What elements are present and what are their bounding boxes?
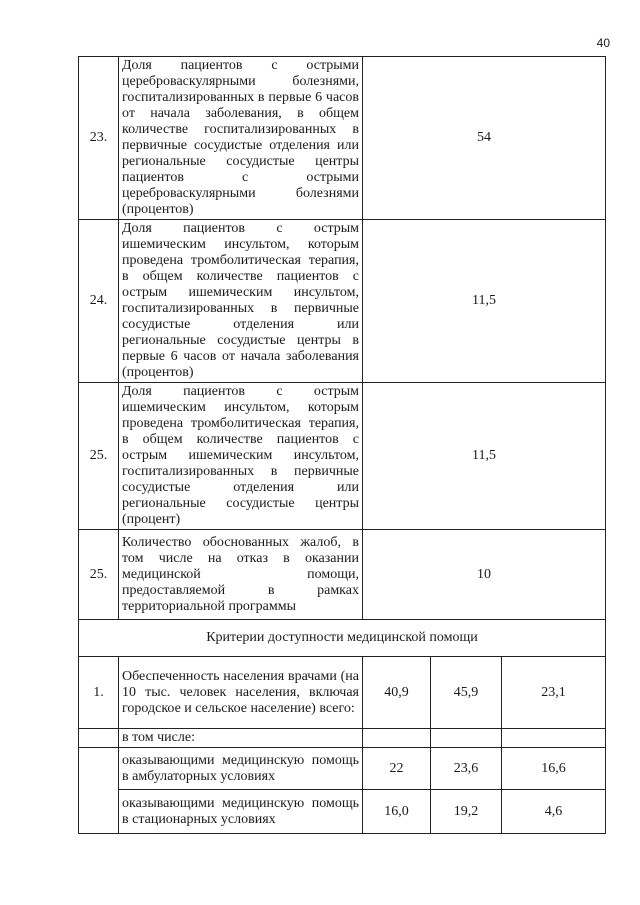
section-title: Критерии доступности медицинской помощи [79, 620, 606, 657]
row-indicator-text: Доля пациентов с острым ишемическим инсультом, которым проведена тромболитическая терапия, в общем количестве пациентов с острым ишемическим инсультом, госпитализированных в первичные сосудистые отделения или региональные сосудистые центры в первые 6 часов от начала заболевания (процентов) [119, 220, 363, 383]
row-value: 23,6 [431, 748, 502, 790]
page-number: 40 [596, 36, 610, 50]
row-number: 24. [79, 220, 119, 383]
row-value: 16,0 [363, 790, 431, 834]
row-value: 10 [363, 530, 606, 620]
row-value: 11,5 [363, 383, 606, 530]
row-value: 16,6 [502, 748, 606, 790]
empty-value-cell [502, 729, 606, 748]
row-indicator-text: Обеспеченность населения врачами (на 10 тыс. человек населения, включая городское и сельское население) всего: [119, 657, 363, 729]
row-number: 1. [79, 657, 119, 729]
row-indicator-text: оказывающими медицинскую помощь в амбулаторных условиях [119, 748, 363, 790]
empty-number-cell [79, 729, 119, 748]
including-label: в том числе: [119, 729, 363, 748]
row-indicator-text: оказывающими медицинскую помощь в стационарных условиях [119, 790, 363, 834]
row-number: 25. [79, 530, 119, 620]
row-value: 4,6 [502, 790, 606, 834]
table-row [79, 57, 606, 220]
table-row [79, 790, 606, 834]
row-value: 45,9 [431, 657, 502, 729]
row-indicator-text: Доля пациентов с острым ишемическим инсультом, которым проведена тромболитическая терапия, в общем количестве пациентов с острым ишемическим инсультом, госпитализированных в первичные сосудистые отделения или региональные сосудистые центры (процент) [119, 383, 363, 530]
indicators-table [78, 56, 606, 834]
row-value: 54 [363, 57, 606, 220]
row-value: 40,9 [363, 657, 431, 729]
table-row [79, 530, 606, 620]
empty-value-cell [431, 729, 502, 748]
row-indicator-text: Количество обоснованных жалоб, в том числе на отказ в оказании медицинской помощи, предоставляемой в рамках территориальной программы [119, 530, 363, 620]
table-row [79, 729, 606, 748]
empty-value-cell [363, 729, 431, 748]
table-row [79, 220, 606, 383]
table-row [79, 383, 606, 530]
row-number: 25. [79, 383, 119, 530]
table-row [79, 748, 606, 790]
row-value: 22 [363, 748, 431, 790]
table-row [79, 657, 606, 729]
empty-number-cell [79, 748, 119, 834]
row-value: 11,5 [363, 220, 606, 383]
row-value: 19,2 [431, 790, 502, 834]
row-number: 23. [79, 57, 119, 220]
row-indicator-text: Доля пациентов с острыми цереброваскулярными болезнями, госпитализированных в первые 6 часов от начала заболевания, в общем количестве госпитализированных в первичные сосудистые отделения или региональные сосудистые центры пациентов с острыми цереброваскулярными болезнями (процентов) [119, 57, 363, 220]
row-value: 23,1 [502, 657, 606, 729]
section-header-row [79, 620, 606, 657]
